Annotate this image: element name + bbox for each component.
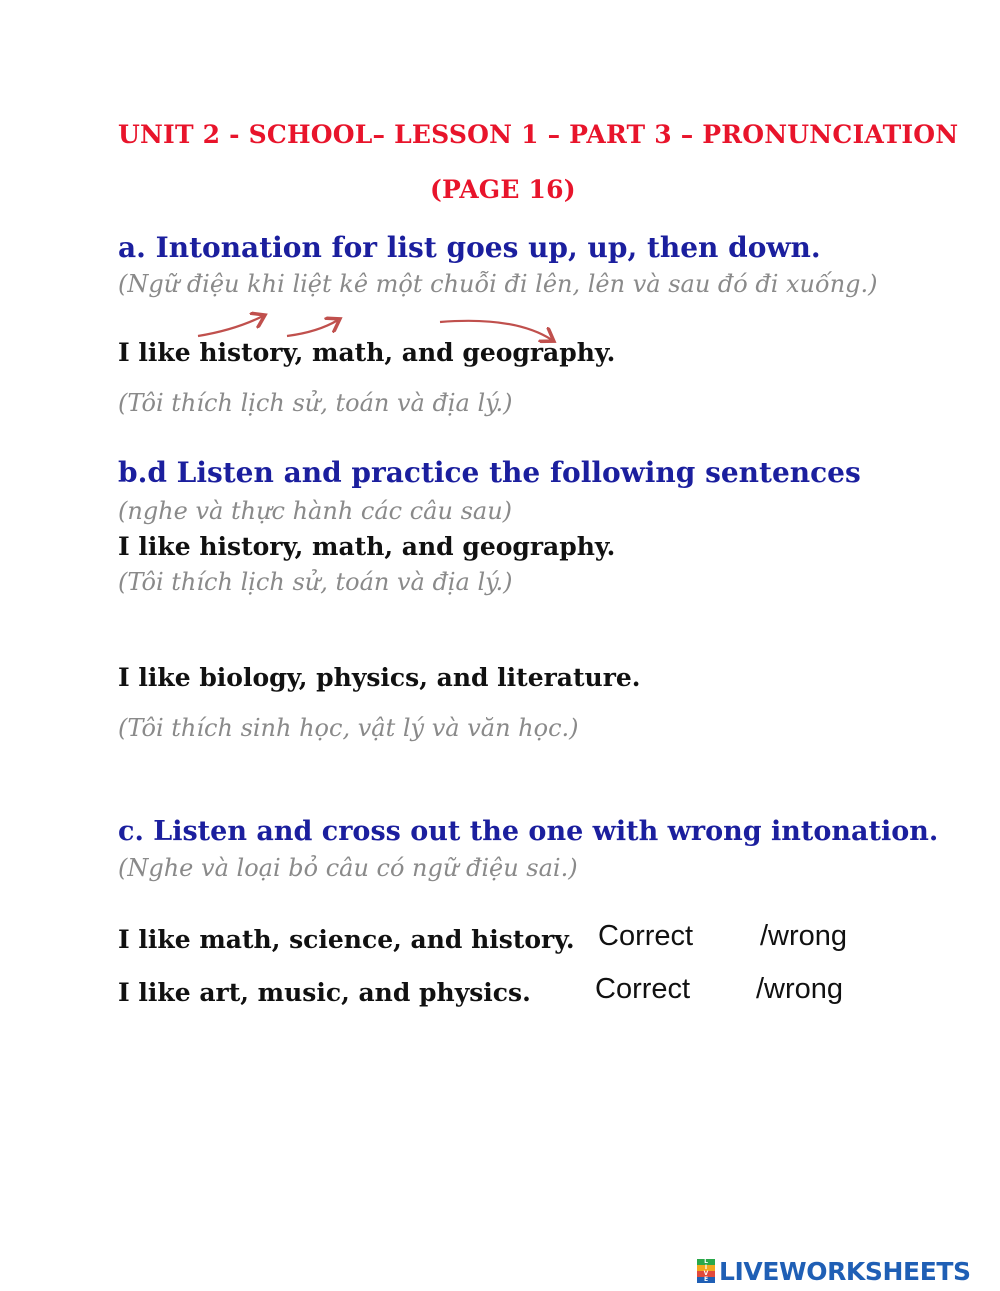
title-line-2: (PAGE 16) <box>430 175 576 204</box>
section-b-translation: (nghe và thực hành các câu sau) <box>118 497 513 525</box>
section-b-heading: b.d Listen and practice the following sentences <box>118 456 861 489</box>
title-line-1: UNIT 2 - SCHOOL– LESSON 1 – PART 3 – PRONUNCIATION <box>118 120 959 149</box>
section-c-heading: c. Listen and cross out the one with wrong intonation. <box>118 816 939 847</box>
option-wrong-1[interactable]: /wrong <box>760 920 848 952</box>
section-c-sentence-2: I like art, music, and physics. <box>118 978 531 1007</box>
section-c-translation: (Nghe và loại bỏ câu có ngữ điệu sai.) <box>118 854 578 882</box>
liveworksheets-logo-text: LIVEWORKSHEETS <box>719 1256 971 1286</box>
liveworksheets-logo <box>697 1256 971 1286</box>
section-b-sentence-2: I like biology, physics, and literature. <box>118 663 641 692</box>
section-a-sentence: I like history, math, and geography. <box>118 338 616 367</box>
option-correct-2[interactable]: Correct <box>595 973 691 1005</box>
option-correct-1[interactable]: Correct <box>598 920 694 952</box>
section-b-sentence-1-translation: (Tôi thích lịch sử, toán và địa lý.) <box>118 568 513 596</box>
section-b-sentence-2-translation: (Tôi thích sinh học, vật lý và văn học.) <box>118 714 579 742</box>
section-c-sentence-1: I like math, science, and history. <box>118 925 575 954</box>
option-wrong-2[interactable]: /wrong <box>756 973 844 1005</box>
section-a-translation: (Ngữ điệu khi liệt kê một chuỗi đi lên, lên và sau đó đi xuống.) <box>118 270 878 298</box>
section-b-sentence-1: I like history, math, and geography. <box>118 532 616 561</box>
arrow-up-1 <box>198 316 263 336</box>
arrow-up-2 <box>287 320 338 336</box>
section-a-sentence-translation: (Tôi thích lịch sử, toán và địa lý.) <box>118 389 513 417</box>
liveworksheets-badge-icon: L I V E <box>697 1259 715 1283</box>
section-a-heading: a. Intonation for list goes up, up, then down. <box>118 231 821 264</box>
